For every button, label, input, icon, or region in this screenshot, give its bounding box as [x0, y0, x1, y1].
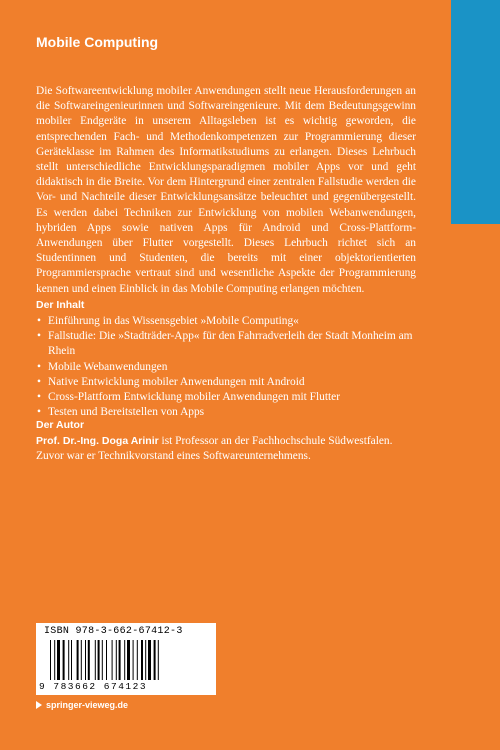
- barcode-bars: [50, 640, 202, 680]
- isbn-label: ISBN 978-3-662-67412-3: [44, 626, 183, 637]
- list-item: • Testen und Bereitstellen von Apps: [36, 405, 426, 420]
- author-name: Prof. Dr.-Ing. Doga Arinir: [36, 435, 159, 447]
- author-heading: Der Autor: [36, 419, 85, 431]
- springer-logo-icon: [36, 701, 42, 709]
- list-item: • Mobile Webanwendungen: [36, 360, 426, 375]
- accent-tab: [451, 0, 500, 224]
- author-text: ist Professor an der Fachhochschule Südwestfalen.: [158, 435, 393, 447]
- publisher-link[interactable]: [36, 700, 128, 710]
- contents-heading: Der Inhalt: [36, 299, 85, 311]
- list-item: • Fallstudie: Die »Stadträder-App« für den Fahrradverleih der Stadt Monheim am Rhein: [36, 329, 426, 359]
- barcode: [36, 623, 216, 695]
- barcode-number: 9 783662 674123: [39, 681, 148, 692]
- author-bio: [36, 434, 436, 464]
- author-text-2: Zuvor war er Technikvorstand eines Softwareunternehmens.: [36, 450, 311, 463]
- publisher-url: springer-vieweg.de: [46, 700, 129, 710]
- list-item: • Native Entwicklung mobiler Anwendungen mit Android: [36, 375, 426, 390]
- list-item: • Einführung in das Wissensgebiet »Mobile Computing«: [36, 314, 426, 329]
- book-title: Mobile Computing: [36, 34, 159, 50]
- list-item: • Cross-Plattform Entwicklung mobiler Anwendungen mit Flutter: [36, 390, 426, 405]
- book-description: Die Softwareentwicklung mobiler Anwendungen stellt neue Herausforderungen an die Softwareingenieurinnen und Softwareingenieure. Mit dem Bedeutungsgewinn mobiler Endgeräte in unserem Alltagsleben ist es wichtig geworden, die entsprechenden Fach- und Methodenkompetenzen zur Programmierung dieser Geräteklasse im Rahmen des Informatikstudiums zu erlangen. Dieses Lehrbuch stellt unterschiedliche Entwicklungsparadigmen mobiler Apps vor und geht didaktisch in die Breite. Vor dem Hintergrund einer zentralen Fallstudie werden die Vor- und Nachteile dieser Entwicklungsansätze beleuchtet und gegenübergestellt. Es werden dabei Techniken zur Entwicklung von mobilen Webanwendungen, hybriden Apps sowie nativen Apps für Android und Cross-Plattform-Anwendungen über Flutter vorgestellt. Dieses Lehrbuch richtet sich an Studentinnen und Studenten, die bereits mit einer objektorientierten Programmiersprache vertraut sind und wesentliche Aspekte der Programmierung kennen und einen Einblick in das Mobile Computing erlangen möchten.: [36, 85, 416, 295]
- contents-list: [36, 314, 426, 420]
